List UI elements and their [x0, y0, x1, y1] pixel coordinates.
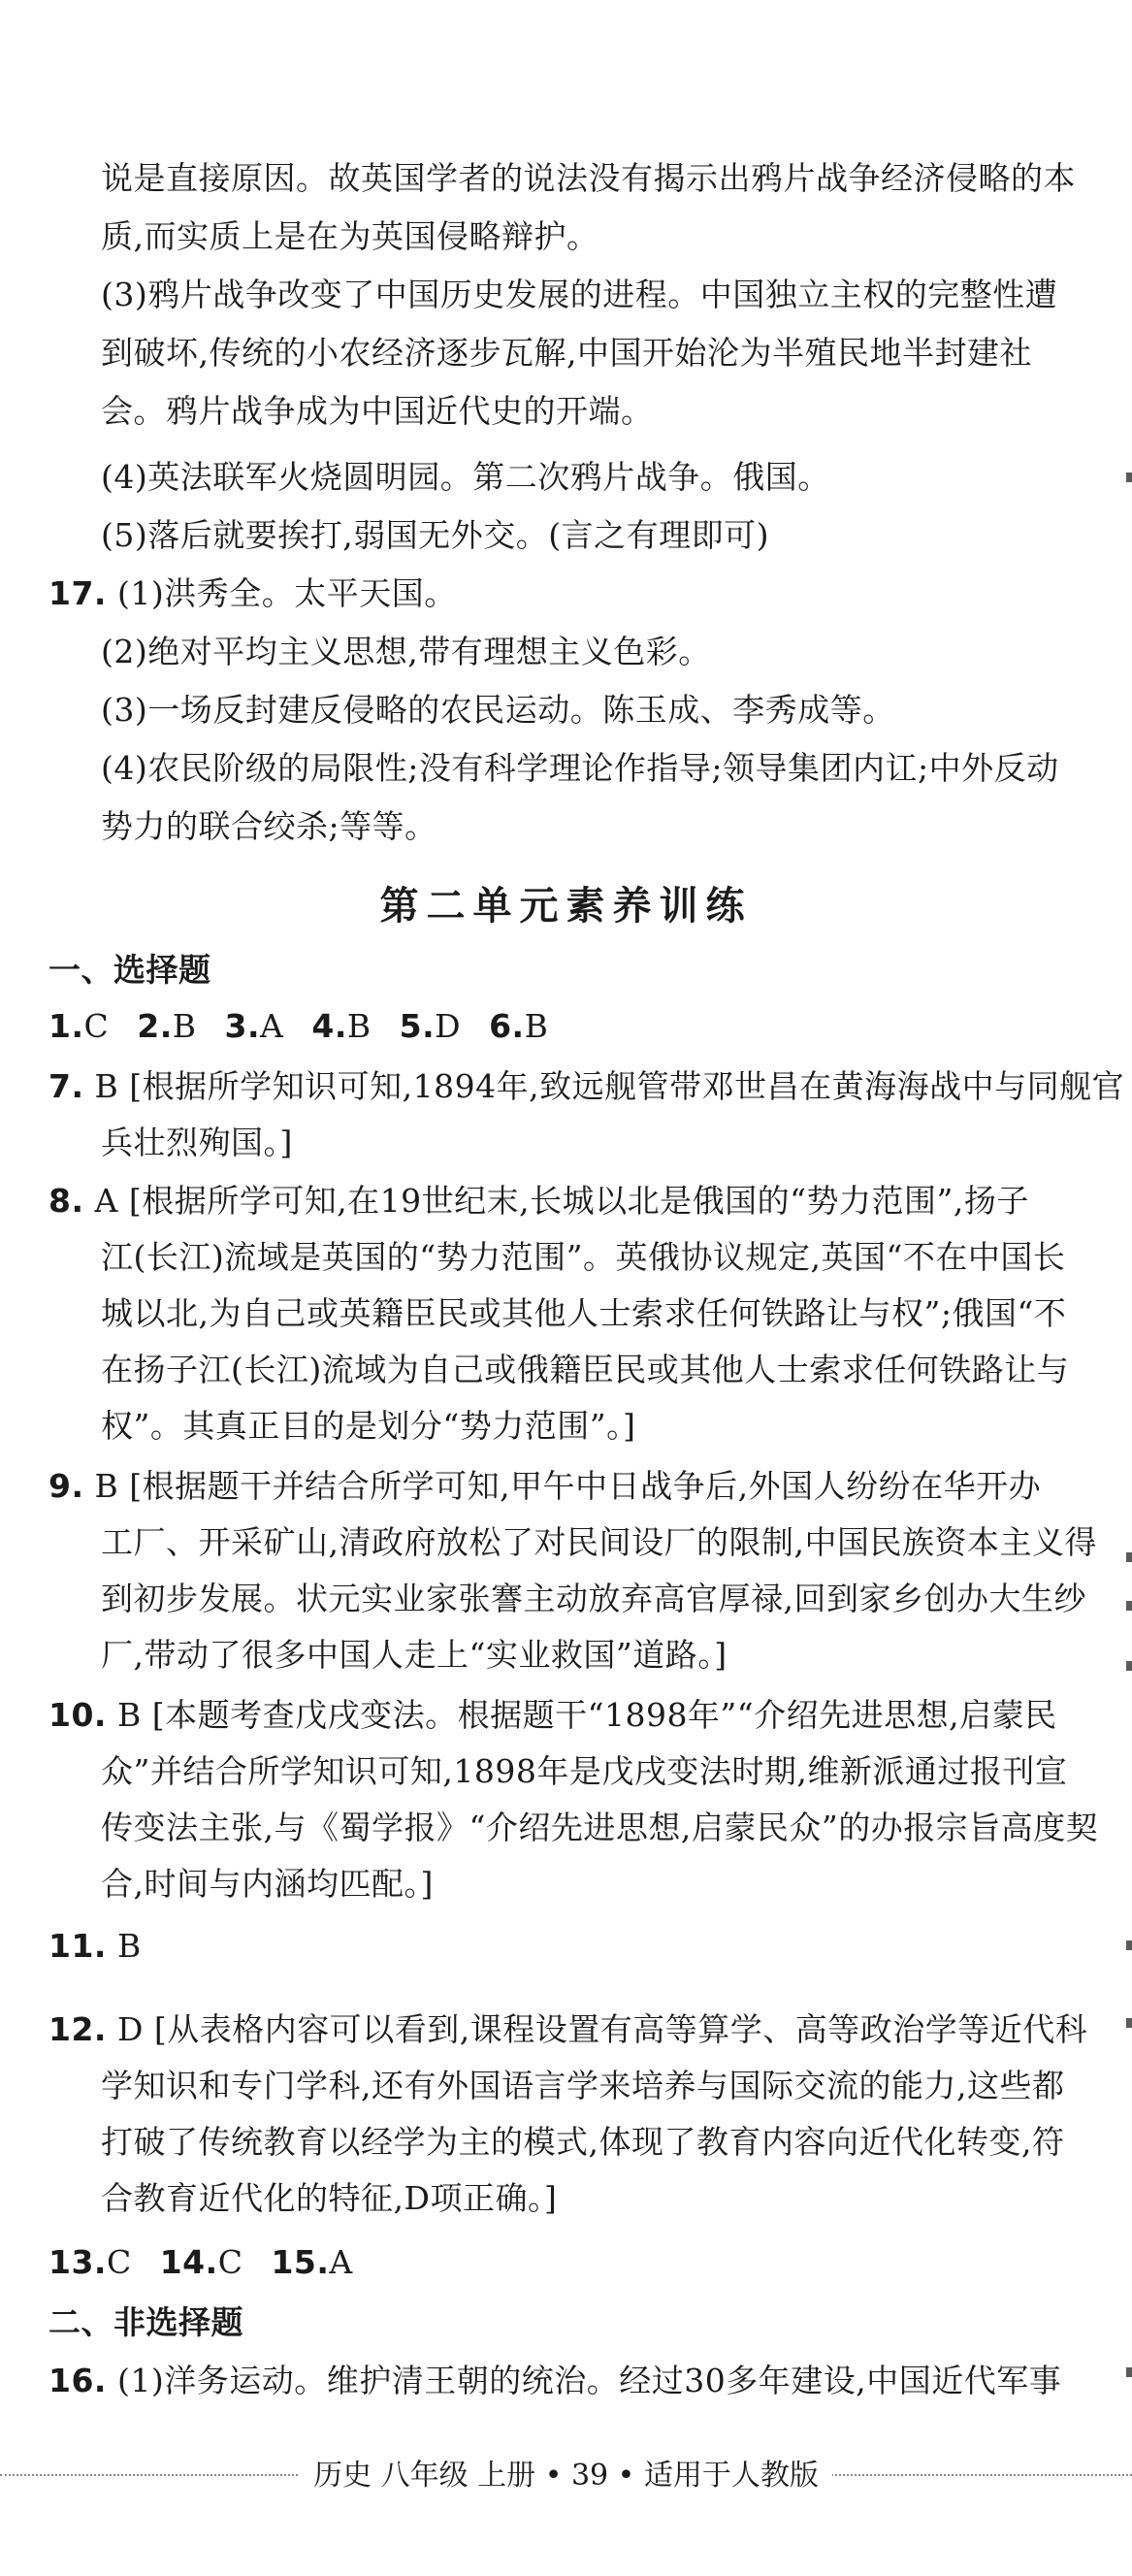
section-title: 二、非选择题: [49, 2303, 243, 2341]
question-number: 17.: [49, 574, 107, 612]
answer-text: (1)洪秀全。太平天国。: [116, 574, 457, 612]
quick-answer: 4.B: [311, 1007, 372, 1045]
edge-mark: [1126, 2367, 1132, 2377]
answer-line: (5)落后就要挨打,弱国无外交。(言之有理即可): [101, 516, 769, 554]
answer-line: 打破了传统教育以经学为主的模式,体现了教育内容向近代化转变,符: [101, 2123, 1065, 2161]
footer-text: 历史 八年级 上册 • 39 • 适用于人教版: [300, 2459, 832, 2493]
quick-answer: 6.B: [489, 1007, 549, 1045]
question-17: [49, 572, 457, 615]
answer-line: 会。鸦片战争成为中国近代史的开端。: [101, 392, 654, 430]
edge-mark: [1126, 1552, 1132, 1562]
answer-line: (3)一场反封建反侵略的农民运动。陈玉成、李秀成等。: [101, 691, 895, 729]
answer-line: (3)鸦片战争改变了中国历史发展的进程。中国独立主权的完整性遭: [101, 276, 1058, 313]
edge-mark: [1126, 473, 1132, 482]
question-16: 16. (1)洋务运动。维护清王朝的统治。经过30多年建设,中国近代军事: [49, 2362, 1062, 2399]
question-9: 9. B [根据题干并结合所学可知,甲午中日战争后,外国人纷纷在华开办: [49, 1467, 1042, 1505]
answer-line: 说是直接原因。故英国学者的说法没有揭示出鸦片战争经济侵略的本: [101, 159, 1076, 197]
answer-line: 合,时间与内涵均匹配。]: [101, 1865, 434, 1903]
answer-line: 众”并结合所学知识可知,1898年是戊戌变法时期,维新派通过报刊宣: [101, 1752, 1068, 1790]
quick-answer: 14.C: [159, 2243, 243, 2281]
quick-answer: 5.D: [399, 1007, 462, 1045]
answer-line: 质,而实质上是在为英国侵略辩护。: [101, 217, 599, 255]
answer-line: 传变法主张,与《蜀学报》“介绍先进思想,启蒙民众”的办报宗旨高度契: [101, 1809, 1099, 1846]
question-11: 11. B: [49, 1927, 142, 1965]
edge-mark: [1126, 1601, 1132, 1611]
unit-heading: 第二单元素养训练: [379, 883, 753, 929]
answer-line: 到破坏,传统的小农经济逐步瓦解,中国开始沦为半殖民地半封建社: [101, 334, 1032, 372]
edge-mark: [1126, 1940, 1132, 1950]
question-7: 7. B [根据所学知识可知,1894年,致远舰管带邓世昌在黄海海战中与同舰官: [49, 1067, 1125, 1105]
quick-answer: 1.C: [49, 1007, 110, 1045]
answer-line: 江(长江)流域是英国的“势力范围”。英俄协议规定,英国“不在中国长: [101, 1238, 1066, 1276]
answer-line: 势力的联合绞杀;等等。: [101, 807, 437, 845]
quick-answers-row: [49, 2241, 371, 2284]
answer-line: 工厂、开采矿山,清政府放松了对民间设厂的限制,中国民族资本主义得: [101, 1523, 1097, 1561]
answer-line: 到初步发展。状元实业家张謇主动放弃高官厚禄,回到家乡创办大生纱: [101, 1580, 1086, 1617]
answer-line: 城以北,为自己或英籍臣民或其他人士索求任何铁路让与权”;俄国“不: [101, 1294, 1067, 1332]
answer-line: 兵壮烈殉国。]: [101, 1124, 293, 1161]
quick-answer: 15.A: [271, 2243, 353, 2281]
quick-answer: 13.C: [49, 2243, 132, 2281]
section-title: 一、选择题: [49, 951, 211, 989]
question-10: 10. B [本题考查戊戌变法。根据题干“1898年”“介绍先进思想,启蒙民: [49, 1696, 1057, 1734]
answer-line: (4)英法联军火烧圆明园。第二次鸦片战争。俄国。: [101, 458, 830, 496]
answer-line: (4)农民阶级的局限性;没有科学理论作指导;领导集团内讧;中外反动: [101, 749, 1059, 787]
answer-line: 学知识和专门学科,还有外国语言学来培养与国际交流的能力,这些都: [101, 2067, 1065, 2104]
quick-answer: 3.A: [224, 1007, 284, 1045]
quick-answers-row: [49, 1005, 566, 1048]
question-12: 12. D [从表格内容可以看到,课程设置有高等算学、高等政治学等近代科: [49, 2010, 1088, 2048]
answer-line: 权”。其真正目的是划分“势力范围”。]: [101, 1407, 636, 1445]
answer-line: (2)绝对平均主义思想,带有理想主义色彩。: [101, 633, 711, 670]
quick-answer: 2.B: [137, 1007, 197, 1045]
edge-mark: [1126, 1661, 1132, 1671]
page-footer: [0, 2457, 1132, 2495]
answer-line: 合教育近代化的特征,D项正确。]: [101, 2179, 558, 2217]
answer-line: 在扬子江(长江)流域为自己或俄籍臣民或其他人士索求任何铁路让与: [101, 1351, 1070, 1388]
question-8: 8. A [根据所学可知,在19世纪末,长城以北是俄国的“势力范围”,扬子: [49, 1182, 1029, 1220]
answer-line: 厂,带动了很多中国人走上“实业救国”道路。]: [101, 1636, 728, 1674]
edge-mark: [1126, 2018, 1132, 2028]
